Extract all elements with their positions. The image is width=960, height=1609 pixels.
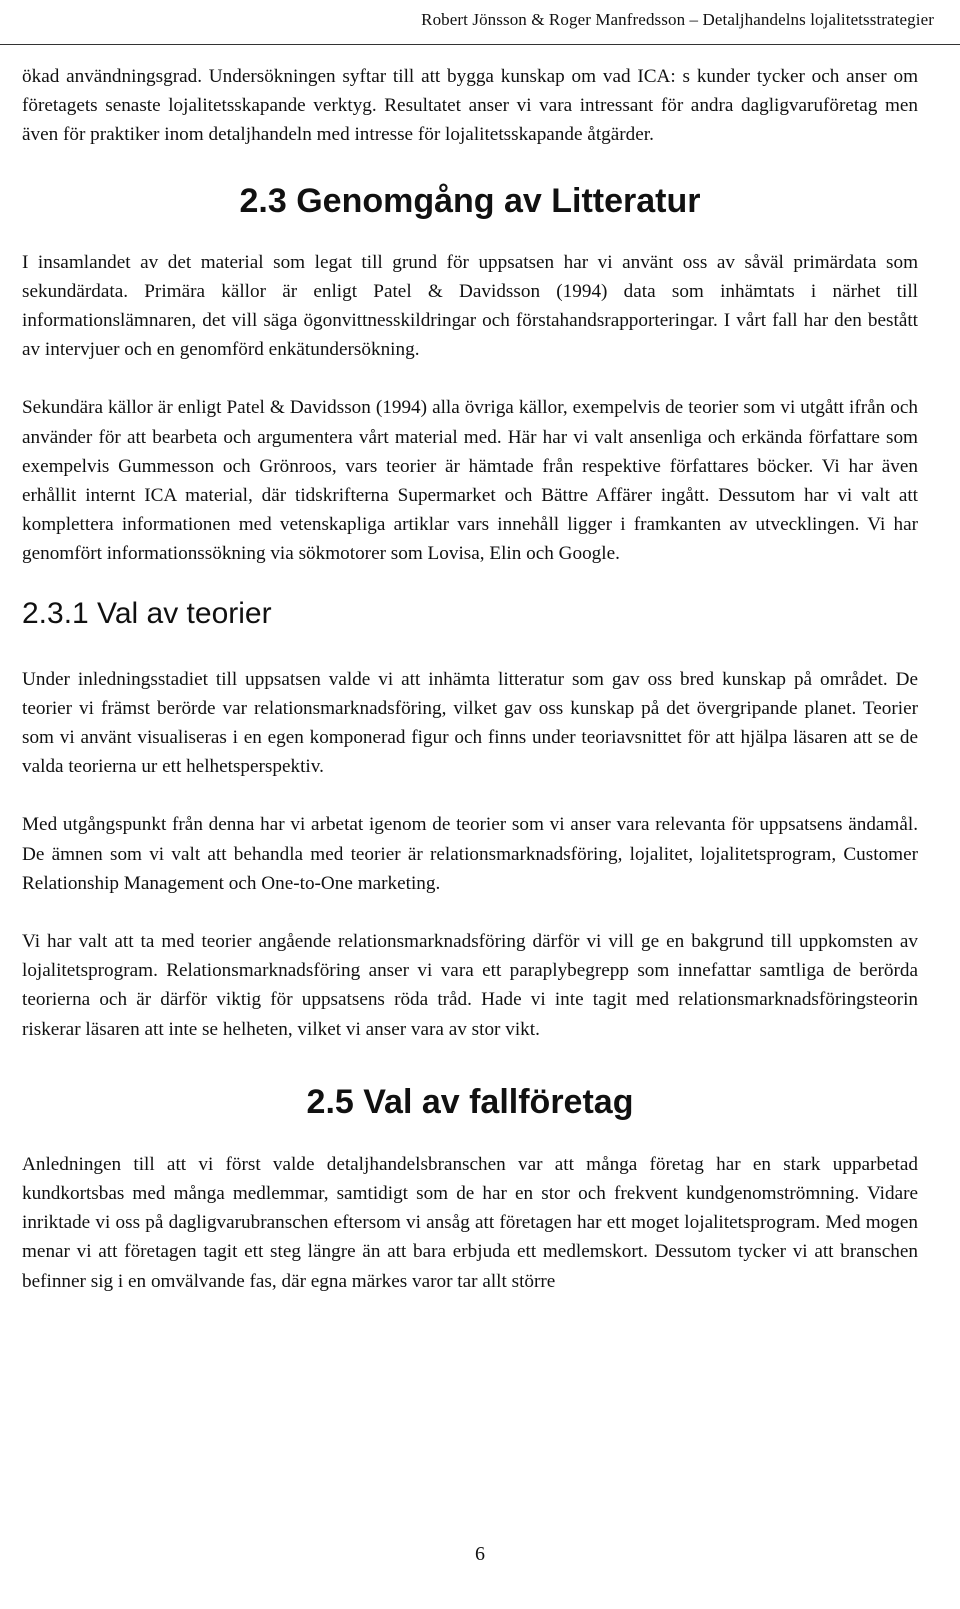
running-header-title: Robert Jönsson & Roger Manfredsson – Detaljhandelns lojalitetsstrategier	[421, 10, 934, 29]
section-2-3-1-paragraph-1: Under inledningsstadiet till uppsatsen valde vi att inhämta litteratur som gav oss bred kunskap på området. De teorier vi främst berörde var relationsmarknadsföring, vilket gav oss kunskap på det övergripande planet. Teorier som vi använt visualiseras i en egen komponerad figur och finns under teoriavsnittet för att hjälpa läsaren att se de valda teorierna ur ett helhetsperspektiv.	[22, 668, 918, 778]
page-body	[22, 62, 918, 1296]
section-2-3-1-paragraph-2: Med utgångspunkt från denna har vi arbetat igenom de teorier som vi anser vara relevanta för uppsatsens ändamål. De ämnen som vi valt att behandla med teorier är relationsmarknadsföring, lojalitet, lojalitetsprogram, Customer Relationship Management och One-to-One marketing.	[22, 814, 918, 894]
section-2-3-paragraph-1: I insamlandet av det material som legat till grund för uppsatsen har vi använt oss av såväl primärdata som sekundärdata. Primära källor är enligt Patel & Davidsson (1994) data som inhämtats i närhet till informationslämnaren, det vill säga ögonvittnesskildringar och förstahandsrapporteringar. I vårt fall har den bestått av intervjuer och en genomförd enkätundersökning.	[22, 251, 918, 361]
section-2-3-1-paragraph-3: Vi har valt att ta med teorier angående relationsmarknadsföring därför vi vill ge en bakgrund till uppkomsten av lojalitetsprogram. Relationsmarknadsföring anser vi vara ett paraplybegrepp som innefattar samtliga de berörda teorierna och är därför viktig för uppsatsens röda tråd. Hade vi inte tagit med relationsmarknadsföringsteorin riskerar läsaren att inte se helheten, vilket vi anser vara av stor vikt.	[22, 931, 918, 1040]
running-header	[0, 0, 960, 45]
page-number: 6	[475, 1543, 485, 1565]
section-2-5-paragraph-1: Anledningen till att vi först valde detaljhandelsbranschen var att många företag har en stark upparbetad kundkortsbas med många medlemmar, samtidigt som de har en stor och frekvent kundgenomströmning. Vidare inriktade vi oss på dagligvarubranschen eftersom vi ansåg att företagen har ett moget lojalitetsprogram. Med mogen menar vi att företagen tagit ett steg längre än att bara erbjuda ett medlemskort. Dessutom tycker vi att branschen befinner sig i en omvälvande fas, där egna märkes varor tar allt större	[22, 1153, 918, 1292]
section-2-3-paragraph-2: Sekundära källor är enligt Patel & Davidsson (1994) alla övriga källor, exempelvis de teorier som vi utgått ifrån och använder för att bearbeta och argumentera vårt material med. Här har vi valt ansenliga och erkända författare som exempelvis Gummesson och Grönroos, vars teorier är hämtade från respektive författares böcker. Vi har även erhållit internt ICA material, där tidskrifterna Supermarket och Bättre Affärer ingått. Dessutom har vi valt att komplettera informationen med vetenskapliga artiklar vars innehåll ligger i framkanten av utvecklingen. Vi har genomfört informationssökning via sökmotorer som Lovisa, Elin och Google.	[22, 397, 918, 565]
intro-paragraph: ökad användningsgrad. Undersökningen syftar till att bygga kunskap om vad ICA: s kunder tycker och anser om företagets senaste lojalitetsskapande verktyg. Resultatet anser vi vara intressant för andra dagligvaruföretag men även för praktiker inom detaljhandeln med intresse för lojalitetsskapande åtgärder.	[22, 66, 918, 146]
section-heading-2-3-1: 2.3.1 Val av teorier	[22, 596, 272, 630]
section-heading-2-5: 2.5 Val av fallföretag	[306, 1082, 634, 1121]
section-heading-2-3: 2.3 Genomgång av Litteratur	[239, 181, 701, 220]
